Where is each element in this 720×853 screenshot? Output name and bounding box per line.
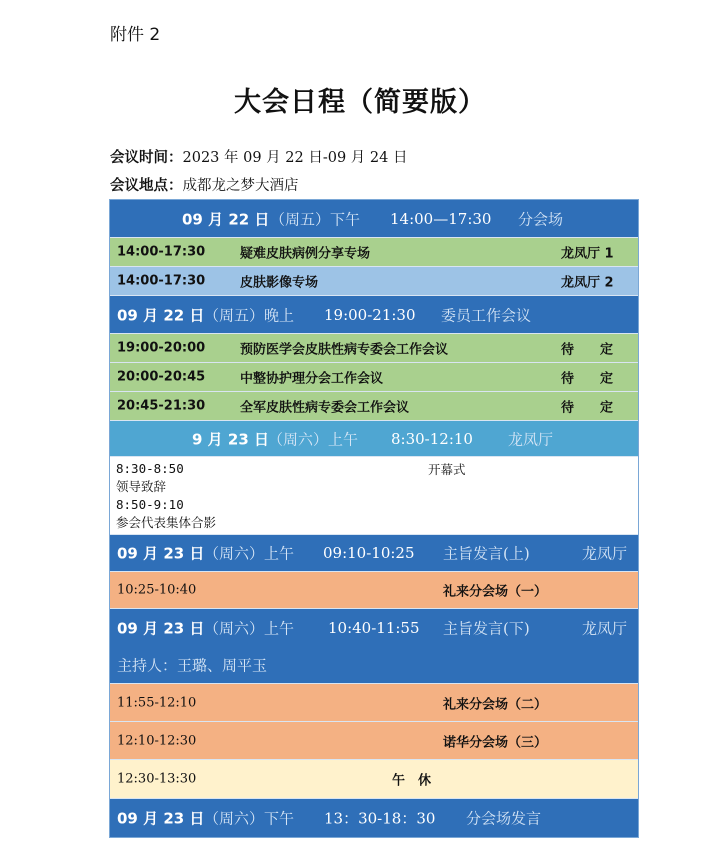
schedule-header-fri-evening — [110, 296, 638, 334]
row-topic: 预防医学会皮肤性病专委会工作会议 — [240, 342, 449, 358]
row-time: 14:00-17:30 — [117, 273, 206, 289]
header-time: 13：30-18：30 — [324, 809, 436, 828]
schedule-header-sat-afternoon — [110, 799, 638, 837]
row-time: 12:30-13:30 — [117, 771, 197, 787]
header-venue: 分会场发言 — [466, 809, 542, 828]
meeting-place — [110, 174, 299, 195]
header-time: 19:00-21:30 — [324, 305, 416, 324]
schedule-header-keynote-2 — [110, 609, 638, 684]
meeting-time-label: 会议时间： — [110, 150, 183, 166]
row-time: 20:45-21:30 — [117, 398, 206, 414]
meeting-time — [110, 146, 407, 167]
table-row — [110, 267, 638, 296]
row-room: 龙凤厅 1 — [561, 246, 614, 262]
table-row — [110, 334, 638, 363]
schedule-header-sat-morning — [110, 421, 638, 457]
header-date: 09 月 22 日 — [117, 306, 205, 324]
opening-item-group-photo: 参会代表集体合影 — [116, 515, 217, 530]
header-venue: 分会场 — [518, 210, 564, 228]
attachment-label: 附件 2 — [110, 25, 161, 45]
table-row — [110, 392, 638, 421]
header-venue: 龙凤厅 — [508, 430, 554, 448]
header-date: 09 月 22 日 — [182, 210, 270, 228]
table-row — [110, 684, 638, 722]
meeting-place-value: 成都龙之梦大酒店 — [182, 178, 299, 194]
header-date: 9 月 23 日 — [192, 430, 269, 448]
row-room: 待 定 — [561, 400, 614, 416]
header-weekday: （周六）上午 — [268, 430, 359, 448]
row-time: 14:00-17:30 — [117, 244, 206, 260]
header-room: 龙凤厅 — [582, 619, 628, 638]
row-topic: 礼来分会场（一） — [443, 584, 548, 600]
header-room: 龙凤厅 — [582, 544, 628, 563]
row-topic: 诺华分会场（三） — [443, 735, 548, 750]
header-time: 14:00—17:30 — [390, 209, 492, 228]
row-time: 10:25-10:40 — [117, 582, 197, 598]
schedule-table — [109, 199, 639, 838]
row-time: 11:55-12:10 — [117, 695, 197, 710]
row-room: 待 定 — [561, 342, 614, 358]
table-row — [110, 722, 638, 760]
meeting-time-value: 2023 年 09 月 22 日-09 月 24 日 — [182, 150, 408, 166]
table-row — [110, 760, 638, 799]
row-room: 龙凤厅 2 — [561, 275, 614, 291]
header-time: 10:40-11:55 — [328, 619, 420, 637]
opening-block — [110, 457, 638, 535]
header-weekday: （周六）下午 — [204, 809, 295, 828]
header-weekday: （周五）下午 — [270, 210, 361, 228]
row-topic: 全军皮肤性病专委会工作会议 — [240, 400, 410, 416]
meeting-place-label: 会议地点： — [110, 178, 183, 194]
header-weekday: （周五）晚上 — [204, 306, 295, 324]
row-room: 待 定 — [561, 371, 614, 387]
header-time: 09:10-10:25 — [323, 544, 415, 562]
row-topic: 中整协护理分会工作会议 — [240, 371, 384, 387]
row-topic: 疑难皮肤病例分享专场 — [240, 246, 371, 262]
row-topic: 皮肤影像专场 — [240, 275, 319, 291]
header-weekday: （周六）上午 — [204, 544, 295, 563]
header-venue: 主旨发言(上) — [443, 544, 530, 563]
opening-item-leader-speech: 领导致辞 — [116, 479, 167, 494]
table-row — [110, 238, 638, 267]
row-topic: 礼来分会场（二） — [443, 697, 548, 712]
header-date: 09 月 23 日 — [117, 619, 205, 638]
header-host: 主持人：王璐、周平玉 — [117, 656, 268, 675]
schedule-header-fri-afternoon — [110, 200, 638, 238]
table-row — [110, 572, 638, 609]
header-venue: 委员工作会议 — [441, 306, 532, 324]
header-date: 09 月 23 日 — [117, 809, 205, 828]
row-time: 12:10-12:30 — [117, 733, 197, 748]
header-time: 8:30-12:10 — [391, 429, 473, 448]
header-date: 09 月 23 日 — [117, 544, 205, 563]
table-row — [110, 363, 638, 392]
schedule-header-keynote-1 — [110, 535, 638, 572]
row-time: 19:00-20:00 — [117, 340, 206, 356]
header-weekday: （周六）上午 — [204, 619, 295, 638]
opening-time-1: 8:30-8:50 — [116, 461, 184, 476]
page-title: 大会日程（简要版） — [234, 87, 486, 118]
row-topic: 午 休 — [392, 773, 432, 789]
opening-ceremony: 开幕式 — [428, 462, 466, 477]
opening-time-2: 8:50-9:10 — [116, 497, 184, 512]
row-time: 20:00-20:45 — [117, 369, 206, 385]
header-venue: 主旨发言(下) — [443, 619, 530, 638]
